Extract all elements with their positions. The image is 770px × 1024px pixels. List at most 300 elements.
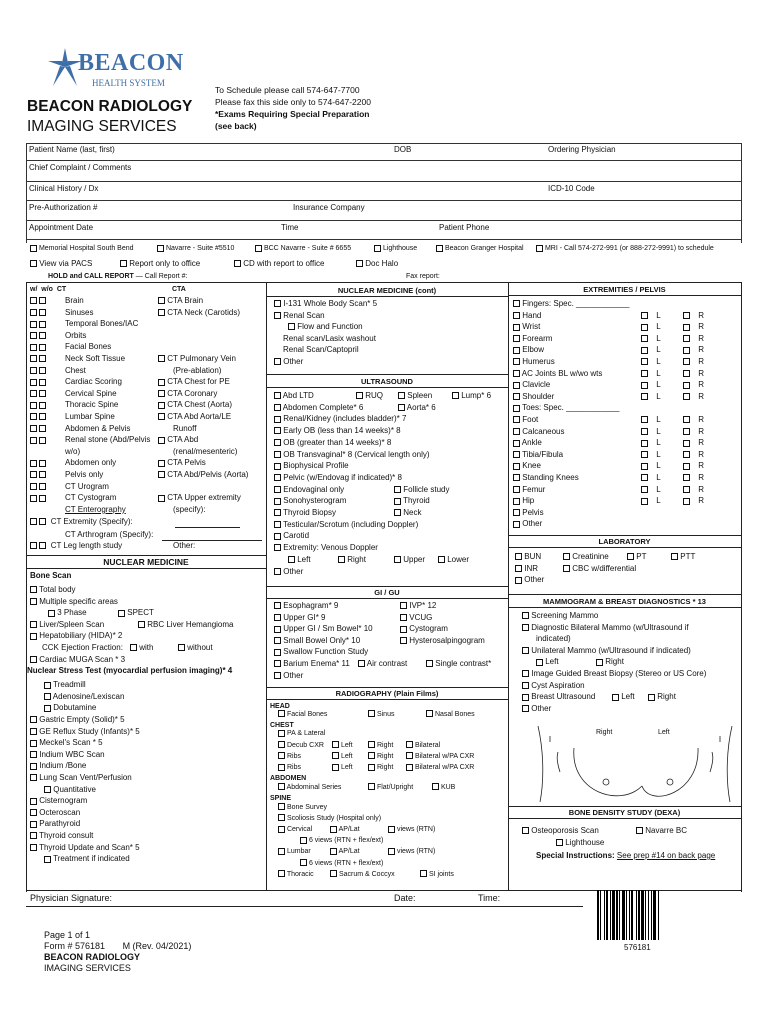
rad-checkbox[interactable] [426, 710, 433, 717]
us-checkbox[interactable] [274, 498, 281, 505]
rad-checkbox[interactable] [330, 826, 337, 833]
rad-checkbox[interactable] [278, 764, 285, 771]
ct-wo-checkbox[interactable] [39, 425, 46, 432]
right-checkbox[interactable] [683, 347, 690, 354]
left-checkbox[interactable] [641, 428, 648, 435]
ext-checkbox[interactable] [513, 300, 520, 307]
stress-checkbox[interactable] [44, 705, 51, 712]
ct-w-checkbox[interactable] [30, 425, 37, 432]
right-checkbox[interactable] [683, 382, 690, 389]
dexa-checkbox[interactable] [636, 827, 643, 834]
cta-item-label: CTA Upper extremity [167, 493, 241, 503]
mammo-checkbox[interactable] [648, 694, 655, 701]
loc-checkbox[interactable] [374, 245, 381, 252]
cta-checkbox[interactable] [158, 402, 165, 409]
us-checkbox[interactable] [274, 416, 281, 423]
us-checkbox[interactable] [274, 463, 281, 470]
ct-w-checkbox[interactable] [30, 390, 37, 397]
gi-item-label: Swallow Function Study [283, 647, 369, 657]
gi-checkbox[interactable] [426, 660, 433, 667]
gi-checkbox[interactable] [274, 614, 281, 621]
nm-checkbox[interactable] [30, 656, 37, 663]
ct-wo-checkbox[interactable] [39, 332, 46, 339]
rad-checkbox[interactable] [278, 752, 285, 759]
loc-checkbox[interactable] [536, 245, 543, 252]
nm-checkbox[interactable] [30, 716, 37, 723]
us-checkbox[interactable] [394, 486, 401, 493]
us-checkbox[interactable] [452, 392, 459, 399]
ct-w-checkbox[interactable] [30, 495, 37, 502]
nm-checkbox[interactable] [30, 586, 37, 593]
left-checkbox[interactable] [641, 416, 648, 423]
us-checkbox[interactable] [394, 556, 401, 563]
rad-checkbox[interactable] [368, 764, 375, 771]
ct-wo-checkbox[interactable] [39, 542, 46, 549]
clinical-label: Clinical History / Dx [29, 184, 99, 193]
loc-checkbox[interactable] [157, 245, 164, 252]
cta-checkbox[interactable] [158, 297, 165, 304]
nm-checkbox[interactable] [30, 763, 37, 770]
gi-checkbox[interactable] [274, 672, 281, 679]
ext-title: EXTREMITIES / PELVIS [583, 285, 666, 294]
us-item-label: Lump* 6 [461, 391, 492, 400]
mammo-item-label: Screening Mammo [531, 611, 599, 620]
cta-item-label: (Pre-ablation) [173, 365, 222, 375]
ext-row [513, 392, 739, 402]
patient-name-label: Patient Name (last, first) [29, 145, 115, 154]
right-checkbox[interactable] [683, 486, 690, 493]
rad-group-label: SPINE [270, 795, 292, 802]
rad-checkbox[interactable] [406, 741, 413, 748]
nmc-item-label: Renal scan/Lasix washout [283, 333, 376, 343]
rad-checkbox[interactable] [368, 752, 375, 759]
right-checkbox[interactable] [683, 335, 690, 342]
ct-item-label: Chest [65, 365, 86, 375]
mammo-item-label: Unilateral Mammo (w/Ultrasound if indicated) [531, 645, 691, 655]
gi-checkbox[interactable] [274, 637, 281, 644]
left-checkbox[interactable] [641, 312, 648, 319]
ext-checkbox[interactable] [513, 521, 520, 528]
nm-checkbox[interactable] [30, 598, 37, 605]
rad-checkbox[interactable] [388, 848, 395, 855]
l-label: L [656, 496, 661, 506]
right-checkbox[interactable] [683, 370, 690, 377]
ext-checkbox[interactable] [513, 440, 520, 447]
us-checkbox[interactable] [438, 556, 445, 563]
nm-checkbox[interactable] [30, 774, 37, 781]
ct-w-checkbox[interactable] [30, 355, 37, 362]
right-checkbox[interactable] [683, 498, 690, 505]
left-checkbox[interactable] [641, 382, 648, 389]
ext-checkbox[interactable] [513, 474, 520, 481]
ext-item-label: Humerus [522, 357, 555, 366]
nmc-checkbox[interactable] [274, 358, 281, 365]
r-label: R [698, 426, 705, 436]
cta-checkbox[interactable] [158, 460, 165, 467]
mammo-checkbox[interactable] [522, 647, 529, 654]
rad-checkbox[interactable] [406, 764, 413, 771]
ext-item-label: AC Joints BL w/wo wts [521, 368, 603, 378]
nm-checkbox[interactable] [48, 610, 55, 617]
lab-checkbox[interactable] [563, 565, 570, 572]
lab-checkbox[interactable] [515, 577, 522, 584]
nm-item-label: Cardiac MUGA Scan * 3 [39, 654, 126, 664]
right-checkbox[interactable] [683, 428, 690, 435]
left-checkbox[interactable] [641, 335, 648, 342]
us-checkbox[interactable] [356, 392, 363, 399]
ext-row [513, 403, 739, 413]
ext-checkbox[interactable] [513, 486, 520, 493]
gi-checkbox[interactable] [400, 626, 407, 633]
nm-checkbox[interactable] [130, 644, 137, 651]
stress-item-label: Treadmill [53, 680, 86, 690]
ext-row [513, 334, 739, 344]
gi-checkbox[interactable] [274, 602, 281, 609]
ext-checkbox[interactable] [513, 393, 520, 400]
rad-checkbox[interactable] [420, 870, 427, 877]
loc-checkbox[interactable] [30, 245, 37, 252]
ct-w-checkbox[interactable] [30, 542, 37, 549]
ct-w-checkbox[interactable] [30, 413, 37, 420]
ext-checkbox[interactable] [513, 405, 520, 412]
cta-checkbox[interactable] [158, 379, 165, 386]
us-checkbox[interactable] [394, 498, 401, 505]
ct-w-checkbox[interactable] [30, 437, 37, 444]
left-checkbox[interactable] [641, 370, 648, 377]
ct-wo-checkbox[interactable] [39, 413, 46, 420]
ct-row [30, 319, 266, 329]
dochalo-checkbox[interactable] [356, 260, 363, 267]
ext-row [513, 519, 739, 529]
gi-checkbox[interactable] [400, 637, 407, 644]
us-checkbox[interactable] [288, 556, 295, 563]
us-checkbox[interactable] [274, 474, 281, 481]
ct-w-checkbox[interactable] [30, 332, 37, 339]
us-item-label: Neck [403, 508, 422, 517]
us-checkbox[interactable] [274, 451, 281, 458]
nm-checkbox[interactable] [44, 786, 51, 793]
lab-checkbox[interactable] [671, 553, 678, 560]
rad-checkbox[interactable] [300, 859, 307, 866]
fax-label: Fax report: [406, 273, 440, 280]
rad-checkbox[interactable] [368, 783, 375, 790]
ct-w-checkbox[interactable] [30, 309, 37, 316]
us-checkbox[interactable] [338, 556, 345, 563]
physician-label: Ordering Physician [548, 145, 616, 154]
ext-checkbox[interactable] [513, 324, 520, 331]
ct-w-checkbox[interactable] [30, 297, 37, 304]
right-checkbox[interactable] [683, 474, 690, 481]
rad-checkbox[interactable] [332, 764, 339, 771]
ct-w-checkbox[interactable] [30, 367, 37, 374]
mammo-checkbox[interactable] [612, 694, 619, 701]
us-checkbox[interactable] [394, 509, 401, 516]
ext-checkbox[interactable] [513, 428, 520, 435]
us-item-label: Follicle study [403, 484, 450, 494]
nm-checkbox[interactable] [30, 633, 37, 640]
ct-wo-checkbox[interactable] [39, 471, 46, 478]
nm-checkbox[interactable] [30, 809, 37, 816]
rad-checkbox[interactable] [278, 826, 285, 833]
ct-wo-checkbox[interactable] [39, 518, 46, 525]
ext-checkbox[interactable] [513, 312, 520, 319]
left-checkbox[interactable] [641, 463, 648, 470]
left-checkbox[interactable] [641, 498, 648, 505]
right-checkbox[interactable] [683, 463, 690, 470]
rad-checkbox[interactable] [368, 741, 375, 748]
ct-wo-checkbox[interactable] [39, 367, 46, 374]
appt-label: Appointment Date [29, 223, 94, 232]
left-checkbox[interactable] [641, 358, 648, 365]
ext-checkbox[interactable] [513, 382, 520, 389]
lab-checkbox[interactable] [627, 553, 634, 560]
ct-wo-checkbox[interactable] [39, 402, 46, 409]
ct-item-label: CT Enterography [65, 504, 126, 514]
rad-checkbox[interactable] [300, 837, 307, 844]
ct-row [30, 377, 266, 387]
rad-checkbox[interactable] [368, 710, 375, 717]
rad-checkbox[interactable] [332, 752, 339, 759]
dexa-checkbox[interactable] [522, 827, 529, 834]
revision: M (Rev. 04/2021) [122, 941, 192, 951]
stress-checkbox[interactable] [44, 682, 51, 689]
nm-item-label: Parathyroid [39, 819, 81, 829]
ct-row [30, 482, 266, 492]
gi-checkbox[interactable] [400, 602, 407, 609]
ext-row [513, 496, 739, 506]
ext-checkbox[interactable] [513, 358, 520, 365]
left-checkbox[interactable] [641, 347, 648, 354]
rad-checkbox[interactable] [278, 814, 285, 821]
lab-checkbox[interactable] [515, 553, 522, 560]
ct-item-label: Abdomen only [65, 458, 117, 468]
ext-checkbox[interactable] [513, 347, 520, 354]
nm-checkbox[interactable] [44, 856, 51, 863]
ct-w-checkbox[interactable] [30, 402, 37, 409]
location-bar [30, 244, 134, 253]
us-checkbox[interactable] [274, 521, 281, 528]
gi-item-label: Upper GI* 9 [283, 612, 326, 622]
mammo-checkbox[interactable] [522, 694, 529, 701]
us-checkbox[interactable] [274, 439, 281, 446]
rad-checkbox[interactable] [388, 826, 395, 833]
cta-checkbox[interactable] [158, 471, 165, 478]
left-checkbox[interactable] [641, 486, 648, 493]
ct-w-checkbox[interactable] [30, 321, 37, 328]
nm-checkbox[interactable] [30, 621, 37, 628]
cta-checkbox[interactable] [158, 413, 165, 420]
rad-checkbox[interactable] [278, 783, 285, 790]
lab-checkbox[interactable] [515, 565, 522, 572]
nm-item-label: Gastric Empty (Solid)* 5 [39, 715, 125, 724]
nm-checkbox[interactable] [30, 821, 37, 828]
rad-checkbox[interactable] [278, 848, 285, 855]
see-prep-link[interactable]: See prep #14 on back page [616, 851, 716, 860]
right-checkbox[interactable] [683, 324, 690, 331]
ct-w-checkbox[interactable] [30, 471, 37, 478]
gi-checkbox[interactable] [358, 660, 365, 667]
us-checkbox[interactable] [398, 404, 405, 411]
ext-checkbox[interactable] [513, 335, 520, 342]
rad-checkbox[interactable] [278, 870, 285, 877]
mammo-checkbox[interactable] [522, 624, 529, 631]
right-checkbox[interactable] [683, 312, 690, 319]
mammo-checkbox[interactable] [522, 612, 529, 619]
us-checkbox[interactable] [274, 568, 281, 575]
us-item-label: OB Transvaginal* 8 (Cervical length only) [283, 449, 430, 459]
rad-item-label: views (RTN) [396, 826, 436, 833]
cta-checkbox[interactable] [158, 495, 165, 502]
lab-checkbox[interactable] [563, 553, 570, 560]
nm-checkbox[interactable] [30, 832, 37, 839]
rad-item-label: Right [376, 741, 394, 749]
r-label: R [698, 415, 705, 424]
ct-wo-checkbox[interactable] [39, 297, 46, 304]
ext-item-label: Wrist [522, 322, 541, 332]
us-checkbox[interactable] [274, 427, 281, 434]
nm-checkbox[interactable] [118, 610, 125, 617]
us-item-label: Endovaginal only [283, 484, 345, 494]
rad-checkbox[interactable] [330, 870, 337, 877]
cta-checkbox[interactable] [158, 355, 165, 362]
stress-checkbox[interactable] [44, 693, 51, 700]
chief-row[interactable] [26, 161, 741, 182]
ext-checkbox[interactable] [513, 509, 520, 516]
rad-checkbox[interactable] [278, 741, 285, 748]
rad-item-label: 6 views (RTN + flex/ext) [308, 837, 384, 845]
right-checkbox[interactable] [683, 393, 690, 400]
loc-checkbox[interactable] [436, 245, 443, 252]
form-subtitle: IMAGING SERVICES [27, 118, 177, 135]
nmc-checkbox[interactable] [274, 312, 281, 319]
cta-checkbox[interactable] [158, 309, 165, 316]
nmc-checkbox[interactable] [274, 300, 281, 307]
ct-wo-checkbox[interactable] [39, 309, 46, 316]
ct-w-checkbox[interactable] [30, 344, 37, 351]
mammo-checkbox[interactable] [522, 670, 529, 677]
nm-item-label: Liver/Spleen Scan [39, 619, 105, 629]
left-checkbox[interactable] [641, 393, 648, 400]
nmc-checkbox[interactable] [288, 323, 295, 330]
ct-wo-checkbox[interactable] [39, 390, 46, 397]
us-checkbox[interactable] [274, 404, 281, 411]
nm-checkbox[interactable] [30, 740, 37, 747]
nm-checkbox[interactable] [30, 728, 37, 735]
ext-checkbox[interactable] [513, 370, 520, 377]
mammo-checkbox[interactable] [522, 705, 529, 712]
clinical-row[interactable] [26, 182, 741, 201]
ct-w-checkbox[interactable] [30, 483, 37, 490]
us-checkbox[interactable] [274, 509, 281, 516]
ct-wo-checkbox[interactable] [39, 495, 46, 502]
ct-item-label: Lumbar Spine [65, 412, 115, 421]
us-checkbox[interactable] [274, 392, 281, 399]
right-checkbox[interactable] [683, 358, 690, 365]
right-checkbox[interactable] [683, 440, 690, 447]
right-checkbox[interactable] [683, 416, 690, 423]
cd-checkbox[interactable] [234, 260, 241, 267]
rad-item-label: Left [340, 741, 353, 749]
ext-row [513, 311, 739, 321]
nm-checkbox[interactable] [30, 844, 37, 851]
ext-row [513, 299, 739, 309]
nm-item-label: SPECT [127, 608, 154, 618]
nm-checkbox[interactable] [30, 798, 37, 805]
left-checkbox[interactable] [641, 474, 648, 481]
gi-checkbox[interactable] [274, 649, 281, 656]
ext-checkbox[interactable] [513, 498, 520, 505]
beacon-logo [48, 48, 188, 92]
us-checkbox[interactable] [398, 392, 405, 399]
nm-checkbox[interactable] [178, 644, 185, 651]
gi-checkbox[interactable] [274, 626, 281, 633]
right-checkbox[interactable] [683, 451, 690, 458]
ext-row [513, 438, 739, 448]
left-checkbox[interactable] [641, 440, 648, 447]
us-checkbox[interactable] [274, 533, 281, 540]
mammo-checkbox[interactable] [596, 659, 603, 666]
ext-row [513, 369, 739, 379]
appt-row[interactable] [26, 221, 741, 240]
report-checkbox[interactable] [120, 260, 127, 267]
left-checkbox[interactable] [641, 324, 648, 331]
ext-checkbox[interactable] [513, 416, 520, 423]
ext-checkbox[interactable] [513, 451, 520, 458]
nm-checkbox[interactable] [30, 751, 37, 758]
ct-wo-checkbox[interactable] [39, 379, 46, 386]
left-checkbox[interactable] [641, 451, 648, 458]
ext-checkbox[interactable] [513, 463, 520, 470]
patient-row[interactable] [26, 143, 741, 161]
loc-checkbox[interactable] [255, 245, 262, 252]
mammo-item-label: Other [531, 703, 552, 713]
wo-header: w/o [41, 286, 53, 293]
ct-wo-checkbox[interactable] [39, 355, 46, 362]
rad-checkbox[interactable] [278, 730, 285, 737]
rad-checkbox[interactable] [278, 803, 285, 810]
gi-checkbox[interactable] [274, 660, 281, 667]
ct-item-label: Temporal Bones/IAC [65, 319, 139, 329]
ct-wo-checkbox[interactable] [39, 344, 46, 351]
mammo-checkbox[interactable] [536, 659, 543, 666]
ct-w-checkbox[interactable] [30, 518, 37, 525]
cta-checkbox[interactable] [158, 437, 165, 444]
rad-checkbox[interactable] [432, 783, 439, 790]
us-checkbox[interactable] [274, 544, 281, 551]
rad-checkbox[interactable] [330, 848, 337, 855]
rad-item-label: Nasal Bones [434, 710, 475, 718]
nm-checkbox[interactable] [138, 621, 145, 628]
us-checkbox[interactable] [274, 486, 281, 493]
rad-checkbox[interactable] [406, 752, 413, 759]
preauth-row[interactable] [26, 201, 741, 221]
ext-row [513, 322, 739, 332]
rad-checkbox[interactable] [332, 741, 339, 748]
ct-wo-checkbox[interactable] [39, 321, 46, 328]
gi-checkbox[interactable] [400, 614, 407, 621]
dexa-checkbox[interactable] [556, 839, 563, 846]
rad-checkbox[interactable] [278, 710, 285, 717]
ct-wo-checkbox[interactable] [39, 460, 46, 467]
ct-w-checkbox[interactable] [30, 460, 37, 467]
cta-checkbox[interactable] [158, 390, 165, 397]
mammo-checkbox[interactable] [522, 682, 529, 689]
ct-wo-checkbox[interactable] [39, 483, 46, 490]
nm-item-label: GE Reflux Study (Infants)* 5 [39, 726, 140, 736]
pacs-checkbox[interactable] [30, 260, 37, 267]
ct-wo-checkbox[interactable] [39, 437, 46, 444]
ct-w-checkbox[interactable] [30, 379, 37, 386]
